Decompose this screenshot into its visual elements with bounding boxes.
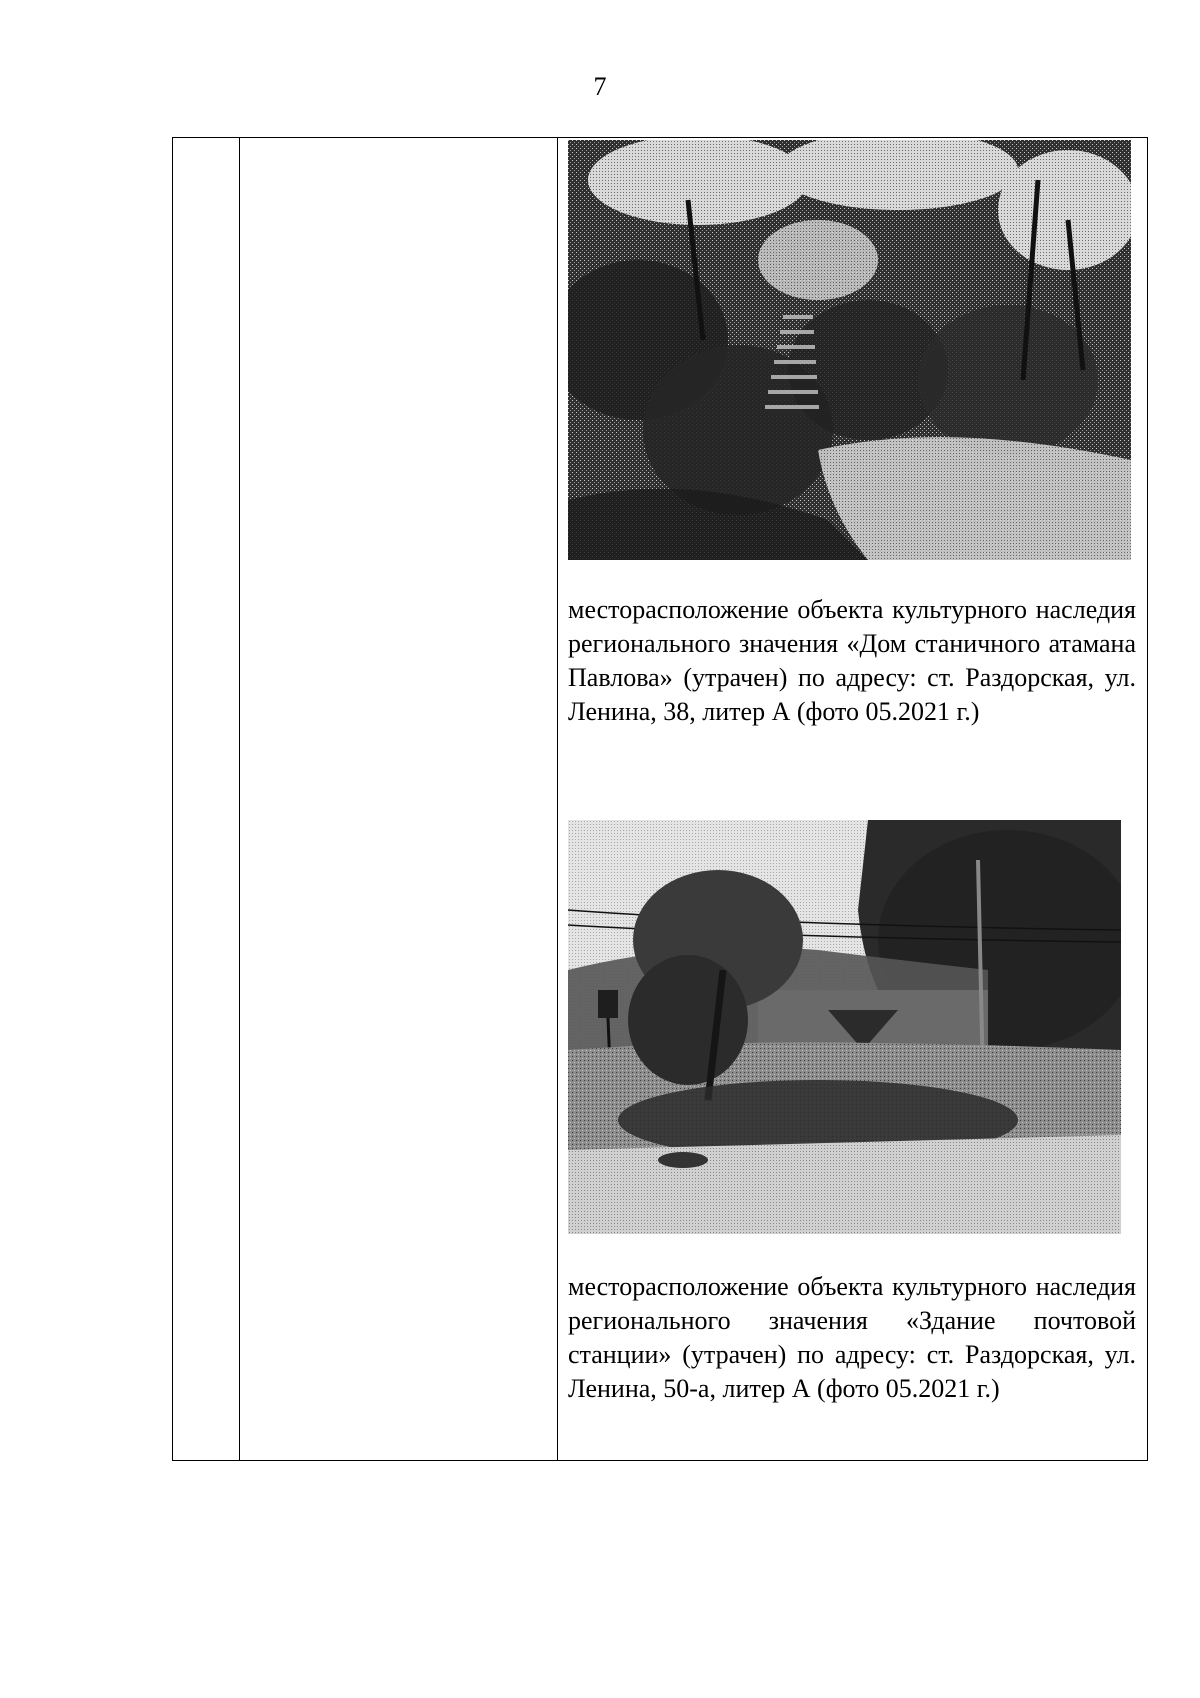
photo-street-tree: [568, 820, 1121, 1234]
document-table: [172, 137, 1148, 1461]
photo-caption: месторасположение объекта культурного наследия регионального значения «Здание почтовой станции» (утрачен) по адресу: ст. Раздорская, ул. Ленина, 50-а, литер А (фото 05.2021 г.): [568, 1272, 1136, 1403]
column-divider: [239, 138, 240, 1460]
photo-caption: месторасположение объекта культурного наследия регионального значения «Дом станичного атамана Павлова» (утрачен) по адресу: ст. Раздорская, ул. Ленина, 38, литер А (фото 05.2021 г.): [568, 595, 1136, 726]
column-divider: [557, 138, 558, 1460]
page-number: 7: [593, 72, 607, 101]
photo-stairs-trees: [568, 140, 1131, 560]
